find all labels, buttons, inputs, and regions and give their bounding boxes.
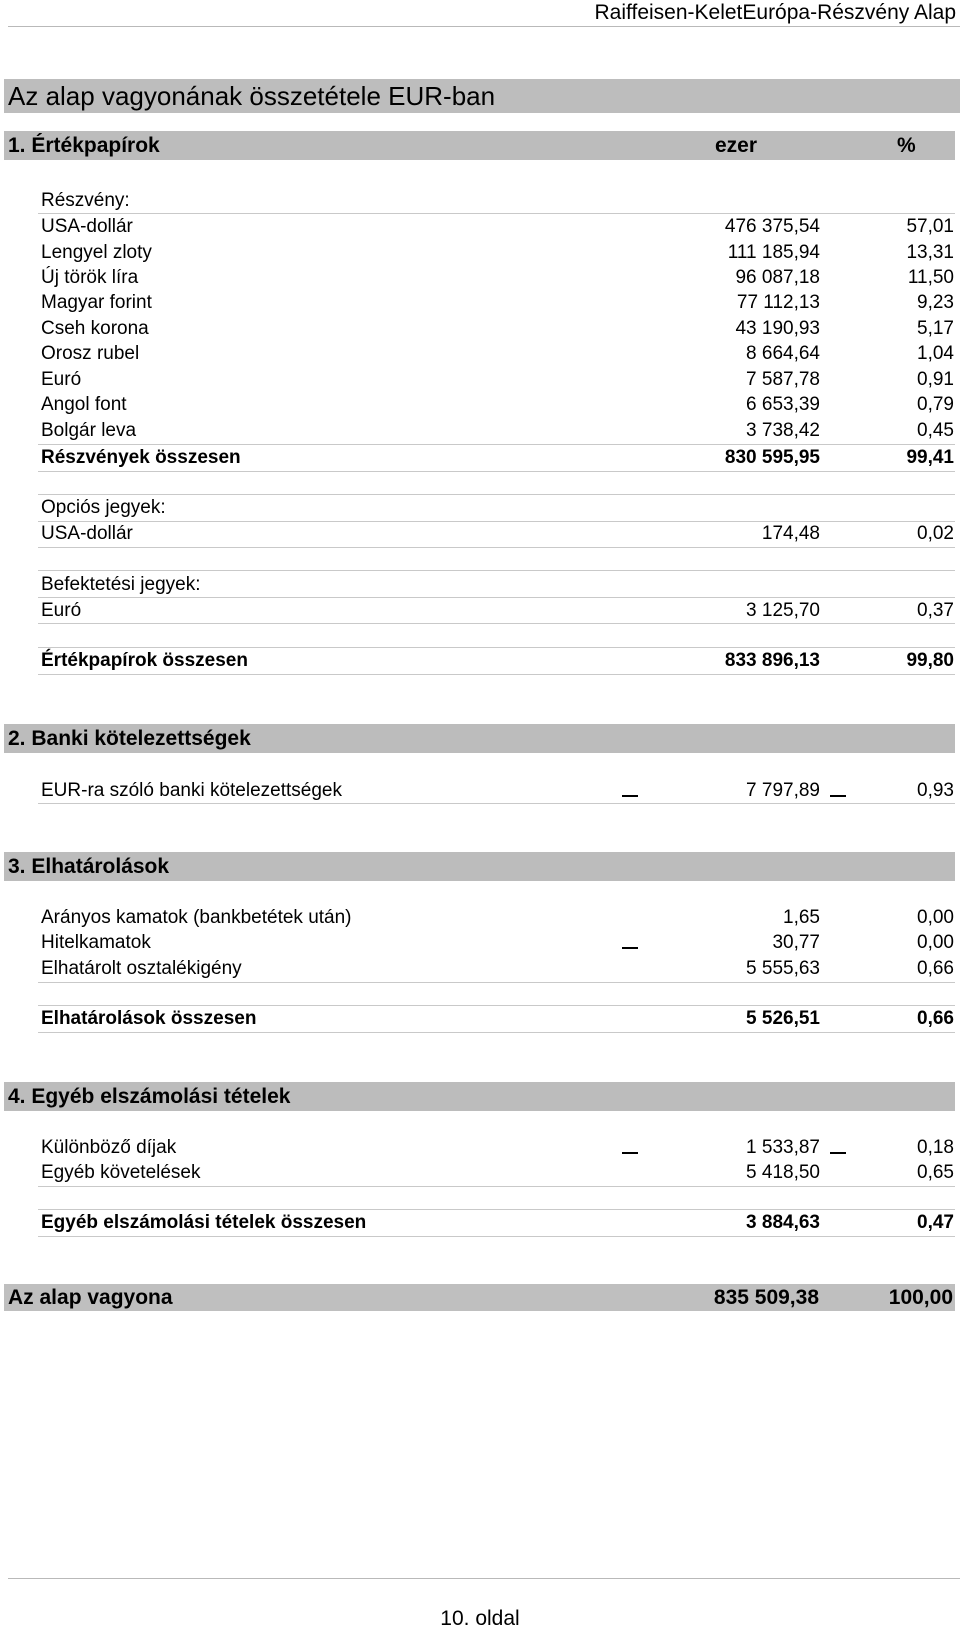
row-percent: 0,02 [917, 523, 954, 544]
table-row [0, 956, 960, 981]
table-row [0, 905, 960, 930]
row-amount: 96 087,18 [735, 267, 820, 288]
row-percent: 99,41 [906, 447, 954, 468]
table-row [0, 598, 960, 623]
row-amount: 3 738,42 [746, 420, 820, 441]
row-amount: 833 896,13 [724, 650, 820, 671]
table-row [0, 265, 960, 290]
row-label: USA-dollár [41, 523, 133, 544]
table-row [0, 367, 960, 392]
row-label: Euró [41, 369, 82, 390]
row-percent: 0,66 [917, 958, 954, 979]
section-bank-liabilities-header [4, 724, 955, 753]
row-label: Részvény: [41, 190, 130, 211]
row-label: Angol font [41, 394, 127, 415]
row-label: Egyéb követelések [41, 1162, 201, 1183]
row-amount: 43 190,93 [735, 318, 820, 339]
section-other-settlements-header [4, 1082, 955, 1111]
row-divider [38, 623, 955, 624]
section-title: 4. Egyéb elszámolási tételek [8, 1085, 291, 1108]
row-percent: 100,00 [888, 1286, 953, 1309]
row-percent: 99,80 [906, 650, 954, 671]
fund-name-header: Raiffeisen-KeletEurópa-Részvény Alap [594, 1, 956, 24]
row-label: Elhatárolt osztalékigény [41, 958, 242, 979]
row-amount: 77 112,13 [736, 292, 820, 313]
row-percent: 0,91 [917, 369, 954, 390]
row-amount: 476 375,54 [724, 216, 820, 237]
row-percent: 0,79 [917, 394, 954, 415]
subheading-options [0, 495, 960, 520]
row-amount: 5 526,51 [746, 1008, 820, 1029]
page-number: 10. oldal [440, 1607, 520, 1630]
negative-sign-icon [830, 795, 846, 797]
row-label: Lengyel zloty [41, 242, 152, 263]
row-label: Részvények összesen [41, 447, 241, 468]
row-percent: 57,01 [906, 216, 954, 237]
row-percent: 0,00 [917, 907, 954, 928]
row-label: Az alap vagyona [8, 1286, 173, 1309]
row-label: Orosz rubel [41, 343, 140, 364]
row-amount: 5 555,63 [746, 958, 820, 979]
page-title: Az alap vagyonának összetétele EUR-ban [4, 79, 960, 113]
row-amount: 8 664,64 [746, 343, 820, 364]
table-row [0, 290, 960, 315]
row-divider [38, 547, 955, 548]
row-divider [38, 1186, 955, 1187]
row-percent: 5,17 [917, 318, 954, 339]
negative-sign-icon [622, 947, 638, 949]
row-divider [38, 1032, 955, 1033]
row-label: Hitelkamatok [41, 932, 151, 953]
table-row [0, 214, 960, 239]
row-percent: 0,93 [917, 780, 954, 801]
row-label: Opciós jegyek: [41, 497, 166, 518]
row-label: Euró [41, 600, 82, 621]
row-percent: 0,65 [917, 1162, 954, 1183]
row-amount: 174,48 [761, 523, 820, 544]
negative-sign-icon [622, 795, 638, 797]
row-label: Magyar forint [41, 292, 152, 313]
total-row-accruals [0, 1006, 960, 1031]
section-accruals-header [4, 852, 955, 881]
section-title: 2. Banki kötelezettségek [8, 727, 251, 750]
column-header-percent: % [897, 134, 916, 157]
table-row [0, 240, 960, 265]
row-amount: 6 653,39 [746, 394, 820, 415]
row-amount: 830 595,95 [724, 447, 820, 468]
row-amount: 111 185,94 [727, 242, 820, 263]
row-amount: 1 533,87 [746, 1137, 820, 1158]
section-title: 1. Értékpapírok [8, 134, 160, 157]
table-row [0, 930, 960, 955]
table-row [0, 341, 960, 366]
table-row [0, 1160, 960, 1185]
row-label: EUR-ra szóló banki kötelezettségek [41, 780, 342, 801]
row-divider [38, 982, 955, 983]
row-label: Különböző díjak [41, 1137, 177, 1158]
row-amount: 3 125,70 [746, 600, 820, 621]
table-row [0, 778, 960, 803]
row-amount: 3 884,63 [746, 1212, 820, 1233]
row-divider [38, 471, 955, 472]
row-divider [38, 674, 955, 675]
row-amount: 1,65 [783, 907, 820, 928]
row-label: Új török líra [41, 267, 139, 288]
negative-sign-icon [830, 1152, 846, 1154]
row-percent: 0,47 [917, 1212, 954, 1233]
row-percent: 0,37 [917, 600, 954, 621]
row-label: USA-dollár [41, 216, 133, 237]
row-percent: 11,50 [907, 267, 954, 288]
row-label: Értékpapírok összesen [41, 650, 248, 671]
row-divider [38, 803, 955, 804]
row-label: Cseh korona [41, 318, 149, 339]
row-percent: 1,04 [917, 343, 954, 364]
table-row [0, 392, 960, 417]
row-divider [38, 570, 955, 571]
row-amount: 7 587,78 [746, 369, 820, 390]
row-percent: 13,31 [906, 242, 954, 263]
row-divider [38, 1236, 955, 1237]
row-amount: 835 509,38 [713, 1286, 819, 1309]
section-title: 3. Elhatárolások [8, 855, 170, 878]
header-divider [8, 26, 960, 27]
row-percent: 9,23 [917, 292, 954, 313]
row-percent: 0,00 [917, 932, 954, 953]
grand-total-row [4, 1284, 955, 1311]
footer-divider [8, 1578, 960, 1579]
negative-sign-icon [622, 1152, 638, 1154]
row-label: Egyéb elszámolási tételek összesen [41, 1212, 367, 1233]
table-row [0, 316, 960, 341]
row-label: Befektetési jegyek: [41, 574, 201, 595]
row-label: Elhatárolások összesen [41, 1008, 257, 1029]
row-percent: 0,18 [917, 1137, 954, 1158]
row-label: Bolgár leva [41, 420, 137, 441]
row-amount: 7 797,89 [746, 780, 820, 801]
row-amount: 30,77 [772, 932, 820, 953]
section-securities-header [4, 131, 955, 160]
row-label: Arányos kamatok (bankbetétek után) [41, 907, 352, 928]
subheading-funds [0, 572, 960, 597]
table-row [0, 521, 960, 546]
row-amount: 5 418,50 [746, 1162, 820, 1183]
row-percent: 0,45 [917, 420, 954, 441]
total-row-other-settlements [0, 1210, 960, 1235]
subheading-shares [0, 188, 960, 213]
table-row [0, 418, 960, 443]
table-row [0, 1135, 960, 1160]
subtotal-row-shares [0, 445, 960, 470]
total-row-securities [0, 648, 960, 673]
row-percent: 0,66 [917, 1008, 954, 1029]
column-header-ezer: ezer [715, 134, 758, 157]
